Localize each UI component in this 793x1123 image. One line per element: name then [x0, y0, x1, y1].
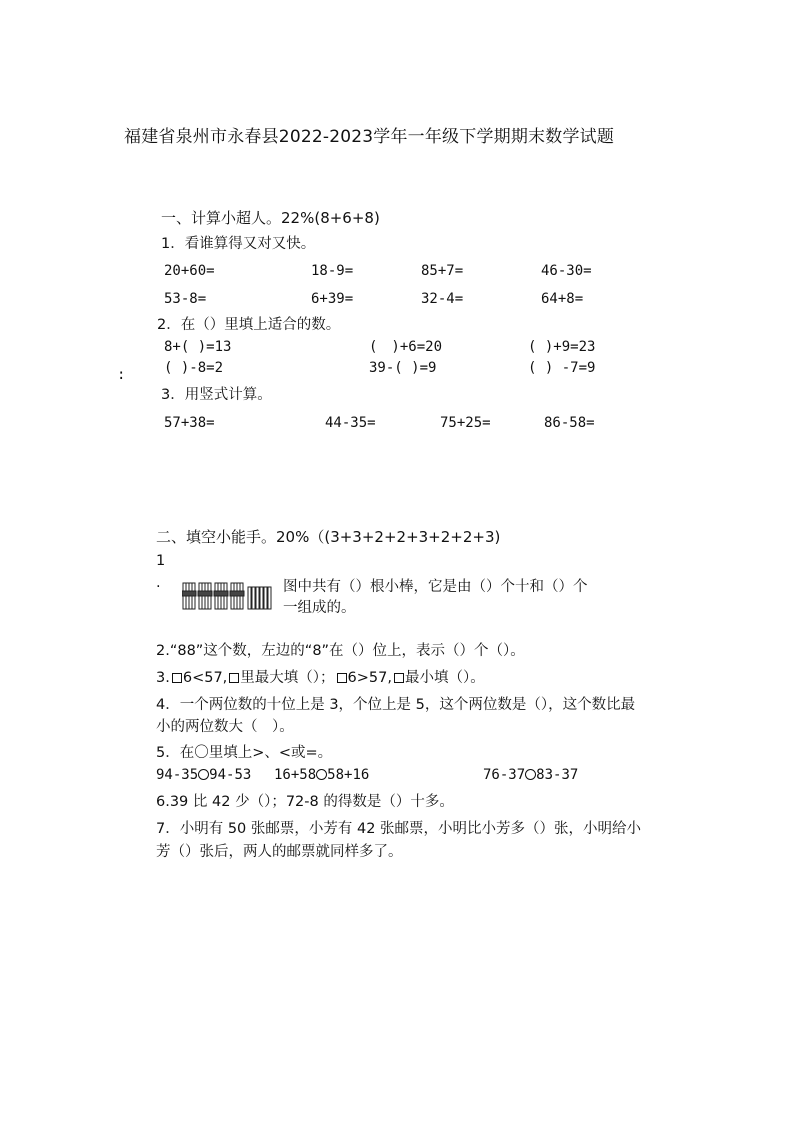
q1-item: 18-9=	[311, 263, 354, 279]
blank-square-icon	[394, 673, 404, 683]
stick-bundle-icon	[182, 583, 196, 609]
q2-item: ( ) -7=9	[528, 360, 596, 376]
q1-item: 6+39=	[311, 291, 354, 307]
s2-q5-compare	[274, 768, 369, 782]
document-title: 福建省泉州市永春县2022-2023学年一年级下学期期末数学试题	[124, 127, 615, 147]
stick-bundle-icon	[230, 583, 244, 609]
stick-bundle-icon	[198, 583, 212, 609]
s2-q3-part: 6<57,	[182, 670, 228, 686]
s2-q5-compare	[483, 768, 578, 782]
s2-q3-part: 3.	[156, 670, 170, 686]
q3-item: 75+25=	[440, 415, 491, 431]
compare-right: 94-53	[209, 767, 252, 783]
compare-right: 58+16	[327, 767, 370, 783]
s2-q7-line1: 7．小明有 50 张邮票，小芳有 42 张邮票，小明比小芳多（）张，小明给小	[156, 821, 642, 837]
stick-bundle-icon	[214, 583, 228, 609]
side-mark: :	[117, 367, 126, 383]
s2-q5-compare	[156, 768, 251, 782]
q2-item: ( )-8=2	[164, 360, 224, 376]
q1-item: 85+7=	[421, 263, 464, 279]
q1-item: 20+60=	[164, 263, 215, 279]
single-sticks-icon	[248, 587, 271, 609]
blank-circle-icon	[198, 769, 209, 780]
compare-right: 83-37	[536, 767, 579, 783]
s2-q1-line2: 一组成的。	[283, 600, 356, 616]
blank-circle-icon	[525, 769, 536, 780]
s2-q3-part: 里最大填（）；	[240, 670, 335, 686]
q2-label: 2．在（）里填上适合的数。	[157, 317, 341, 333]
s2-q3-part: 6>57,	[347, 670, 392, 686]
s2-q1-dot: .	[156, 575, 161, 591]
s2-q4-line2: 小的两位数大（ ）。	[156, 719, 294, 735]
q1-item: 32-4=	[421, 291, 464, 307]
s2-q1-number: 1	[156, 553, 166, 569]
s2-q4-line1: 4．一个两位数的十位上是 3，个位上是 5，这个两位数是（），这个数比最	[156, 697, 636, 713]
q2-item: ( )+9=23	[528, 339, 596, 355]
s2-q2: 2.“88”这个数，左边的“8”在（）位上，表示（）个（）。	[156, 643, 525, 659]
s2-q3	[156, 671, 485, 686]
q3-item: 57+38=	[164, 415, 215, 431]
q2-item: ( )+6=20	[369, 339, 443, 355]
q3-item: 44-35=	[325, 415, 376, 431]
blank-square-icon	[172, 673, 182, 683]
s2-q3-part: 最小填（）。	[404, 670, 485, 686]
q2-item: 39-( )=9	[369, 360, 437, 376]
compare-left: 76-37	[483, 767, 526, 783]
section1-heading: 一、计算小超人。22%(8+6+8)	[161, 209, 380, 227]
q1-item: 53-8=	[164, 291, 207, 307]
section2-heading: 二、填空小能手。20%（(3+3+2+2+3+2+2+3)	[156, 528, 501, 546]
compare-left: 94-35	[156, 767, 199, 783]
q2-item: 8+( )=13	[164, 339, 232, 355]
q1-label: 1．看谁算得又对又快。	[161, 236, 316, 252]
compare-left: 16+58	[274, 767, 317, 783]
counting-sticks-image	[182, 579, 278, 611]
s2-q6: 6.39 比 42 少（）；72-8 的得数是（）十多。	[156, 794, 454, 810]
blank-square-icon	[229, 673, 239, 683]
q1-item: 46-30=	[541, 263, 592, 279]
q3-label: 3．用竖式计算。	[161, 387, 272, 403]
blank-square-icon	[337, 673, 347, 683]
s2-q5-label: 5．在〇里填上>、<或=。	[156, 745, 333, 761]
q1-item: 64+8=	[541, 291, 584, 307]
q3-item: 86-58=	[544, 415, 595, 431]
s2-q1-line1: 图中共有（）根小棒，它是由（）个十和（）个	[283, 579, 588, 595]
s2-q7-line2: 芳（）张后，两人的邮票就同样多了。	[156, 844, 403, 860]
blank-circle-icon	[316, 769, 327, 780]
